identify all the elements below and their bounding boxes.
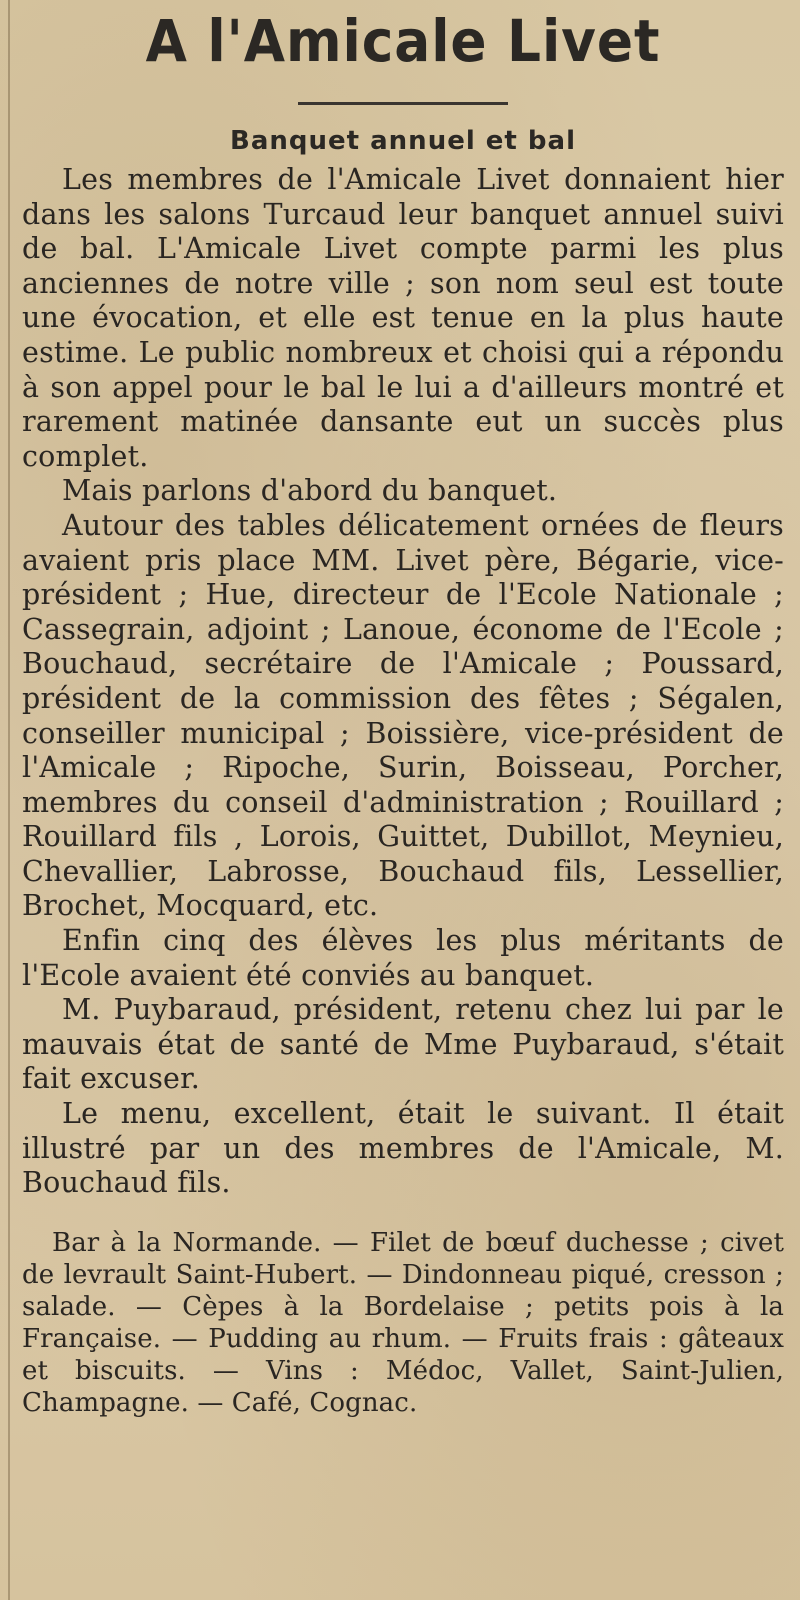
article-paragraph: Autour des tables délicatement ornées de fleurs avaient pris place MM. Livet père, Bégarie, vice-président ; Hue, directeur de l'Ecole Nationale ; Cassegrain, adjoint ; Lanoue, économe de l'Ecole ; Bouchaud, secrétaire de l'Amicale ; Poussard, président de la commission des fêtes ; Ségalen, conseiller municipal ; Boissière, vice-président de l'Amicale ; Ripoche, Surin, Boisseau, Porcher, membres du conseil d'administration ; Rouillard ; Rouillard fils , Lorois, Guittet, Dubillot, Meynieu, Chevallier, Labrosse, Bouchaud fils, Lessellier, Brochet, Mocquard, etc.: [22, 508, 784, 923]
article-body: [22, 163, 784, 1201]
article-paragraph: Les membres de l'Amicale Livet donnaient hier dans les salons Turcaud leur banquet annuel suivi de bal. L'Amicale Livet compte parmi les plus anciennes de notre ville ; son nom seul est toute une évocation, et elle est tenue en la plus haute estime. Le public nombreux et choisi qui a répondu à son appel pour le bal le lui a d'ailleurs montré et rarement matinée dansante eut un succès plus complet.: [22, 163, 784, 473]
menu-text: Bar à la Normande. — Filet de bœuf duchesse ; civet de levrault Saint-Hubert. — Dindonneau piqué, cresson ; salade. — Cèpes à la Bordelaise ; petits pois à la Française. — Pudding au rhum. — Fruits frais : gâteaux et biscuits. — Vins : Médoc, Vallet, Saint-Julien, Champagne. — Café, Cognac.: [22, 1227, 784, 1418]
article-subhead: Banquet annuel et bal: [230, 126, 576, 156]
clipping-edge-line: [8, 0, 10, 1600]
article-paragraph: M. Puybaraud, président, retenu chez lui par le mauvais état de santé de Mme Puybaraud, s'était fait excuser.: [22, 993, 784, 1096]
article-paragraph: Le menu, excellent, était le suivant. Il était illustré par un des membres de l'Amicale, M. Bouchaud fils.: [22, 1097, 784, 1200]
banquet-menu: [22, 1227, 784, 1419]
headline-divider: [298, 102, 508, 105]
article-paragraph: Enfin cinq des élèves les plus méritants de l'Ecole avaient été conviés au banquet.: [22, 924, 784, 992]
article-paragraph: Mais parlons d'abord du banquet.: [62, 474, 558, 508]
article-headline: A l'Amicale Livet: [145, 7, 661, 75]
